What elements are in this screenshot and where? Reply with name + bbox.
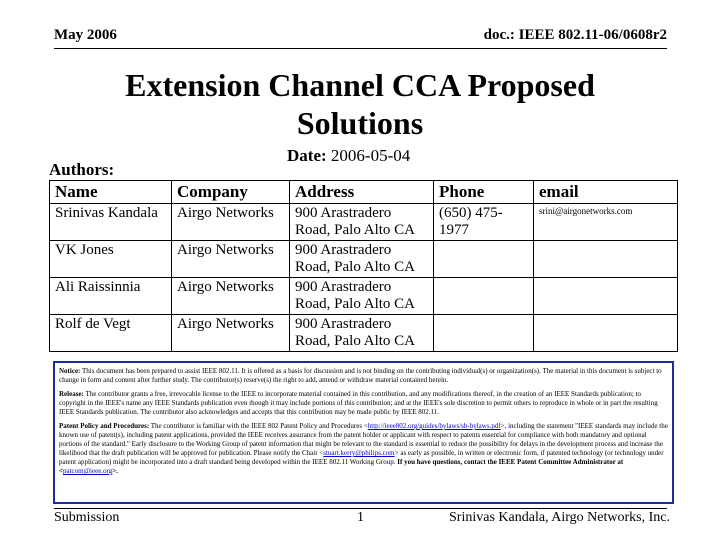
release-text: The contributor grants a free, irrevocable license to the IEEE to incorporate material contained in this contribution, and any modifications thereof, in the creation of an IEEE Standards publication; to copyright in the IEEE's name any IEEE Standards publication even though it may include portions of this contribution; and at the IEEE's sole discretion to permit others to reproduce in whole or in part the resulting IEEE Standards publication. The contributor also acknowledges and accepts that this contribution may be made public by IEEE 802.11.	[59, 390, 658, 416]
author-phone: (650) 475-1977	[434, 204, 534, 241]
author-email	[534, 241, 678, 278]
author-phone	[434, 278, 534, 315]
patent-label: Patent Policy and Procedures:	[59, 422, 150, 430]
table-row	[50, 315, 678, 352]
author-company: Airgo Networks	[172, 278, 290, 315]
author-company: Airgo Networks	[172, 241, 290, 278]
author-address: 900 Arastradero Road, Palo Alto CA	[290, 278, 434, 315]
footer-rule	[54, 508, 667, 509]
patent-text: > as early as possible, in written or electronic form, if patented technology (or technology under patent application) might be incorporated into a draft standard being developed within the IEEE 802.11 Working Group.	[59, 449, 664, 466]
header-rule	[54, 48, 667, 49]
notice-box	[53, 361, 674, 504]
table-header-row	[50, 181, 678, 204]
author-email	[534, 315, 678, 352]
patent-end-text: >.	[112, 467, 119, 475]
author-address: 900 Arastradero Road, Palo Alto CA	[290, 204, 434, 241]
notice-label: Notice:	[59, 367, 81, 375]
author-phone	[434, 315, 534, 352]
author-email: srini@airgonetworks.com	[534, 204, 678, 241]
table-row	[50, 241, 678, 278]
author-name: Srinivas Kandala	[50, 204, 172, 241]
admin-email-link[interactable]: patcom@ieee.org	[63, 467, 113, 475]
column-header-address: Address	[290, 181, 434, 204]
chair-email-link[interactable]: stuart.kerry@philips.com	[323, 449, 395, 457]
notice-text: This document has been prepared to assist IEEE 802.11. It is offered as a basis for discussion and is not binding on the contributing individual(s) or organization(s). The material in this document is subject to change in form and content after further study. The contributor(s) reserve(s) the right to add, amend or withdraw material contained herein.	[59, 367, 662, 384]
patent-text: The contributor is familiar with the IEEE 802 Patent Policy and Procedures <	[150, 422, 368, 430]
date-line	[287, 146, 410, 166]
authors-label: Authors:	[49, 160, 115, 179]
author-company: Airgo Networks	[172, 315, 290, 352]
patent-text: >, including the statement "IEEE standards may include the known use of patent(s), including patent applications, provided the IEEE receives assurance from the patent holder or applicant with respect to patents essential for compliance with both mandatory and optional portions of the standard." Early disclosure to the Working Group of patent information that might be relevant to the standard is essential to reduce the possibility for delays in the development process and increase the likelihood that the draft publication will be approved for publication. Please notify the Chair <	[59, 422, 668, 457]
column-header-phone: Phone	[434, 181, 534, 204]
header-date: May 2006	[54, 27, 117, 43]
patent-policy-link[interactable]: http://ieee802.org/guides/bylaws/sb-bylaws.pdf	[367, 422, 501, 430]
column-header-email: email	[534, 181, 678, 204]
release-paragraph	[59, 390, 668, 417]
author-email	[534, 278, 678, 315]
author-name: Rolf de Vegt	[50, 315, 172, 352]
notice-paragraph	[59, 367, 668, 385]
date-label: Date:	[287, 146, 327, 165]
patent-paragraph	[59, 422, 668, 476]
table-row	[50, 204, 678, 241]
patent-contact-text: If you have questions, contact the IEEE Patent Committee Administrator at <	[59, 458, 624, 475]
header-doc-id: doc.: IEEE 802.11-06/0608r2	[483, 27, 667, 43]
date-value: 2006-05-04	[330, 146, 411, 165]
table-row	[50, 278, 678, 315]
author-company: Airgo Networks	[172, 204, 290, 241]
column-header-company: Company	[172, 181, 290, 204]
release-label: Release:	[59, 390, 84, 398]
author-name: Ali Raissinnia	[50, 278, 172, 315]
author-address: 900 Arastradero Road, Palo Alto CA	[290, 241, 434, 278]
author-address: 900 Arastradero Road, Palo Alto CA	[290, 315, 434, 352]
author-name: VK Jones	[50, 241, 172, 278]
column-header-name: Name	[50, 181, 172, 204]
slide-title: Extension Channel CCA Proposed Solutions	[125, 67, 595, 141]
footer-author: Srinivas Kandala, Airgo Networks, Inc.	[449, 510, 670, 525]
footer-submission: Submission	[54, 510, 120, 525]
authors-table	[49, 180, 678, 352]
author-phone	[434, 241, 534, 278]
footer-page-number: 1	[357, 510, 364, 525]
